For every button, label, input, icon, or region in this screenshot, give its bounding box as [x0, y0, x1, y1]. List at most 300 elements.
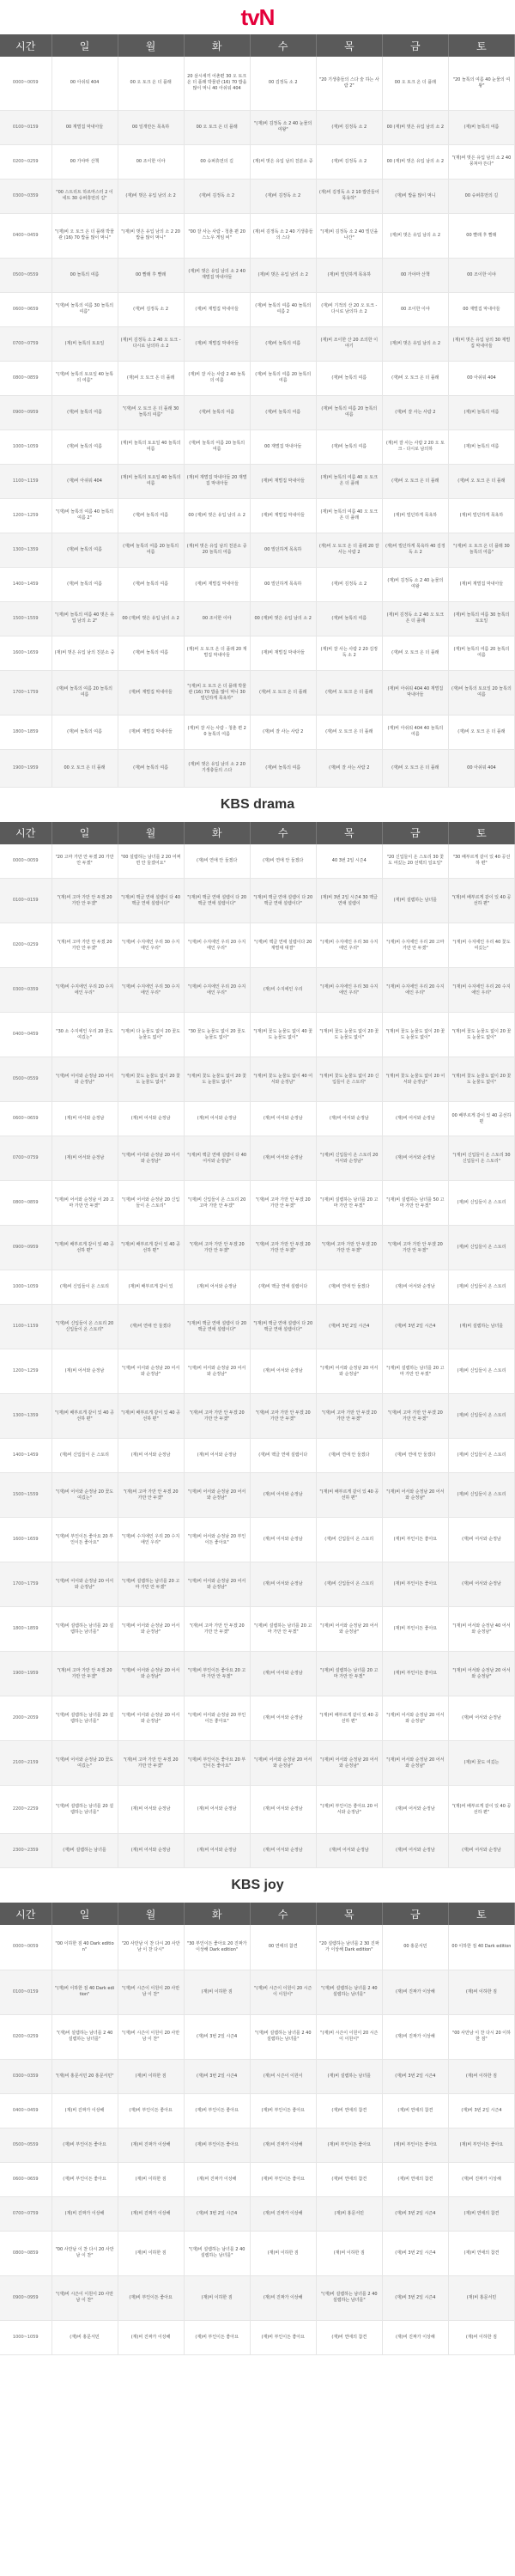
table-row — [0, 2128, 515, 2162]
program-cell: (재)비 오 토크 온 더 플래 — [382, 749, 448, 787]
program-cell: (재)비 잘 사는 사람 2 40 놀톡의 여름 — [184, 361, 250, 395]
program-cell: (재)비 진짜가 이상해 — [382, 2320, 448, 2354]
program-cell: "(재)비 시즌이 이원이 20 사만남 이 찬" — [118, 2014, 184, 2059]
program-cell: (재)비 어서와 순정남 — [250, 1473, 316, 1518]
program-cell: (재)비 놀톡의 여름 — [52, 395, 118, 429]
table-row — [0, 498, 515, 533]
program-cell: (재)비 어서와 순정남 — [316, 1834, 382, 1868]
header-day: 화 — [184, 1903, 250, 1925]
header-day: 월 — [118, 34, 184, 57]
program-cell: "(재)비 설렘하는 남녀를 2 40 설렘하는 남녀를" — [52, 2014, 118, 2059]
program-cell: (재)비 아쉬워 404 — [52, 464, 118, 498]
table-row — [0, 1394, 515, 1439]
program-cell: (재)비 놀톡의 여름 — [184, 395, 250, 429]
program-cell: 00 홍문서민 — [382, 1925, 448, 1970]
program-cell: (재)비 재벌집 막내아들 — [250, 498, 316, 533]
program-cell: (재)비 어서와 순정남 — [316, 1102, 382, 1136]
program-cell: (재)비 이하한 짐 — [118, 2162, 184, 2196]
program-cell: (재)비 부인이든 좋아요 — [184, 2128, 250, 2162]
table-row — [0, 110, 515, 144]
program-cell: 00 오 토크 온 더 플래 — [118, 57, 184, 110]
kbs-joy-logo: KBS joy — [231, 1878, 284, 1892]
table-row — [0, 1970, 515, 2014]
header-day: 수 — [250, 34, 316, 57]
program-cell: (재)비 어서와 순정남 — [382, 1786, 448, 1834]
program-cell: (재)비 3번 2일 시즌4 — [316, 1305, 382, 1349]
program-cell: 00 아쉬워 404 — [448, 749, 514, 787]
program-cell: (재)비 빌던하게 목욕하 — [382, 498, 448, 533]
program-cell: (재)비 재벌집 막내아들 — [184, 292, 250, 326]
program-cell: (재)비 잘 사는 사람 2 — [250, 715, 316, 749]
channel-tvn — [0, 0, 515, 788]
header-day: 화 — [184, 822, 250, 844]
program-cell: "(재)비 벗은 유입 남의 소 2 40 뭉쳐야 뜬다" — [448, 144, 514, 179]
program-cell: "(재)비 어서와 순정남 20 어서와 순정남" — [118, 1696, 184, 1741]
table-header — [0, 1903, 515, 1925]
program-cell: (재)비 벗은 유입 남의 소 2 — [382, 326, 448, 361]
table-row — [0, 1562, 515, 1607]
program-cell: (재)비 부인이든 좋아요 — [52, 2128, 118, 2162]
program-cell: (재)비 신입들이 온 스토리 — [316, 1562, 382, 1607]
time-slot: 1200~1259 — [0, 498, 52, 533]
program-cell: (재)비 어서와 순정남 — [184, 1102, 250, 1136]
program-cell: "(재)비 꽃도 눈물도 없이 40 꽃도 눈물도 없이" — [250, 1013, 316, 1057]
table-row — [0, 1741, 515, 1786]
program-cell: (재)비 어서와 순정남 — [382, 1834, 448, 1868]
program-cell: (재)비 진짜가 이상해 — [250, 2196, 316, 2231]
program-cell: 00 (재)비 벗은 유입 남의 소 2 — [250, 601, 316, 636]
program-cell: (재)비 어서와 순정남 — [52, 1102, 118, 1136]
program-cell: "(재)비 어서와 순정남 20 어서와 순정남" — [118, 1652, 184, 1696]
program-cell: (재)비 부인이든 좋아요 — [382, 1652, 448, 1696]
table-row — [0, 601, 515, 636]
table-row — [0, 213, 515, 258]
program-cell: "30 배부르게 같이 있 40 공선하 편" — [448, 844, 514, 879]
program-cell: "00 설렘하는 남녀를 2 20 어쩌면 안 둘겠어요" — [118, 844, 184, 879]
program-cell: (재)비 놀톡의 여름 — [118, 567, 184, 601]
program-cell: "(재)비 오 토크 온 더 플래 30 놀톡의 여름" — [448, 533, 514, 567]
program-cell: (재)비 벗은 유입 남의 소 2 — [250, 258, 316, 292]
program-cell: "(재)비 부인이든 좋아요 20 부인이든 좋아요" — [184, 1741, 250, 1786]
table-row — [0, 1305, 515, 1349]
table-row — [0, 844, 515, 879]
program-cell: (재)비 부인이든 좋아요 — [382, 2128, 448, 2162]
program-cell: "(재)비 놀톡의 여름 40 놀톡의 여름 2" — [52, 498, 118, 533]
program-cell: (재)비 3번 2일 시즌4 — [382, 1305, 448, 1349]
table-row — [0, 258, 515, 292]
program-cell: "(재)비 수지에인 우리 30 수지에인 우리" — [118, 923, 184, 968]
program-cell: "20 설렘하는 남녀를 2 30 진짜가 이상해 Dark edition" — [316, 1925, 382, 1970]
table-row — [0, 1607, 515, 1652]
channel-logo — [0, 0, 515, 34]
table-body — [0, 57, 515, 787]
time-slot: 1400~1459 — [0, 567, 52, 601]
program-cell: (재)비 신입들이 온 스토리 — [448, 1349, 514, 1394]
header-day: 목 — [316, 1903, 382, 1925]
program-cell: 00 놀톡의 여름 — [52, 258, 118, 292]
program-cell: "(재)비 어서와 순정남 20 어서와 순정남" — [118, 1607, 184, 1652]
program-cell: 00 빨래 후 빨래 — [118, 258, 184, 292]
program-cell: "(재)비 어서와 순정남 20 어서와 순정남" — [316, 1349, 382, 1394]
program-cell: "30 꽃도 눈물도 없이 20 꽃도 눈물도 없이" — [184, 1013, 250, 1057]
table-row — [0, 923, 515, 968]
header-day: 수 — [250, 822, 316, 844]
table-row — [0, 715, 515, 749]
program-cell: (재)비 3번 2일 시즌4 — [184, 2196, 250, 2231]
program-cell: (재)비 연애 안 둘겠다 — [250, 844, 316, 879]
table-row — [0, 749, 515, 787]
program-cell: (재)비 아쉬워 404 40 재벌집 막내아들 — [382, 670, 448, 715]
program-cell: (재)비 어서와 순정남 — [184, 1270, 250, 1305]
program-cell: "(재)비 다 눈물도 없이 20 꽃도 눈물도 없이" — [118, 1013, 184, 1057]
program-cell: "(재)비 어서와 순정남 20 부인이든 좋아요" — [184, 1696, 250, 1741]
time-slot: 0700~0759 — [0, 1136, 52, 1181]
time-slot: 0100~0159 — [0, 110, 52, 144]
table-row — [0, 1786, 515, 1834]
program-cell: (재)비 놀톡의 여름 — [316, 429, 382, 464]
table-row — [0, 179, 515, 213]
program-cell: "(재)비 맥글 연애 설렘이 다 20 맥글 연애 설렘이다" — [184, 1305, 250, 1349]
program-cell: 00 일개만든 목욕하 — [118, 110, 184, 144]
program-cell: "(재)비 설렘하는 남녀를 20 설렘하는 남녀를" — [52, 1696, 118, 1741]
program-cell: (재)비 진짜가 이상해 — [382, 2014, 448, 2059]
time-slot: 0700~0759 — [0, 2196, 52, 2231]
program-cell: 00 슈퍼휴먼의 길 — [448, 179, 514, 213]
program-cell: (재)비 진짜가 이상해 — [118, 2320, 184, 2354]
time-slot: 1700~1759 — [0, 670, 52, 715]
program-cell: (재)비 부인이든 좋아요 — [184, 2093, 250, 2128]
header-time: 시간 — [0, 34, 52, 57]
table-row — [0, 533, 515, 567]
program-cell: "(재)비 설렘하는 남녀를 2 40 설렘하는 남녀를" — [250, 2014, 316, 2059]
program-cell: (재)비 진짜가 이상해 — [382, 1970, 448, 2014]
program-cell: 00 오 토크 온 더 플래 — [184, 110, 250, 144]
program-cell: 00 빌던하게 목욕하 — [250, 533, 316, 567]
time-slot: 1700~1759 — [0, 1562, 52, 1607]
program-cell: (재)비 재벌집 막내아들 — [184, 567, 250, 601]
program-cell: (재)비 홍문서민 — [52, 2320, 118, 2354]
program-cell: (재)비 밥을 많이 먹니 — [382, 179, 448, 213]
program-cell: (재)비 벗은 유입 남의 소 2 — [118, 179, 184, 213]
program-cell: (재)비 이하한 짐 — [316, 2231, 382, 2275]
time-slot: 1300~1359 — [0, 533, 52, 567]
program-cell: "(재)비 부인이든 좋아요 20 어서와 순정남" — [316, 1786, 382, 1834]
program-cell: (재)비 진짜가 이상해 — [448, 2162, 514, 2196]
program-cell: "(재)비 오 토크 온 더 플래 박물관 (16) 70 밥을 많이 먹니 30 빌던하게 목욕하" — [184, 670, 250, 715]
table-row — [0, 1057, 515, 1102]
program-cell: 00 조이한 이야 — [184, 601, 250, 636]
program-cell: (재)비 어서와 순정남 — [448, 1518, 514, 1562]
tvn-logo: tvN — [240, 3, 275, 30]
program-cell: (재)비 어서와 순정남 — [52, 1136, 118, 1181]
time-slot: 1300~1359 — [0, 1394, 52, 1439]
program-cell: "00 스트리트 하르마스터 2 이네트 30 슈퍼휴먼의 길" — [52, 179, 118, 213]
time-slot: 0800~0859 — [0, 2231, 52, 2275]
program-cell: (재)비 진짜가 이상해 — [52, 2196, 118, 2231]
table-row — [0, 968, 515, 1013]
program-cell: "(재)비 시즌이 이원이 20 사만남 이 찬" — [118, 1970, 184, 2014]
program-cell: (재)비 부인이든 좋아요 — [250, 2093, 316, 2128]
program-cell: (재)비 놀톡의 여름 — [448, 395, 514, 429]
program-cell: 00 가야마 산책 — [382, 258, 448, 292]
time-slot: 1000~1059 — [0, 429, 52, 464]
program-cell: "(재)비 어서와 순정남 이 20 고마 가만 안 두겠" — [52, 1181, 118, 1226]
program-cell: "(재)비 수지에인 우리 30 수지에인 우리" — [316, 923, 382, 968]
time-slot: 0500~0559 — [0, 1057, 52, 1102]
program-cell: "(재)비 놀톡의 여름 40 벗은 유입 남의 소 2" — [52, 601, 118, 636]
program-cell: (재)비 연애 안 둘겠다 — [316, 1439, 382, 1473]
program-cell: "(재)비 꽃도 눈물도 없이 20 꽃도 눈물도 없이" — [382, 1013, 448, 1057]
program-cell: 00 이하한 짐 40 Dark edition — [448, 1925, 514, 1970]
program-cell: (재)비 맥글 연애 설렘이다 — [250, 1270, 316, 1305]
program-cell: (재)비 이하한 짐 — [118, 2231, 184, 2275]
program-cell: (재)비 연애의 참견 — [382, 2093, 448, 2128]
program-cell: (재)비 어서와 순정남 — [250, 1136, 316, 1181]
program-cell: (재)비 오 토크 온 더 플래 — [382, 361, 448, 395]
program-cell: (재)비 김정독 소 2 — [316, 110, 382, 144]
program-cell: "(재)비 고마 가만 안 두겠 20 가만 안 두겠" — [52, 923, 118, 968]
program-cell: "(재)비 고마 가만 안 두겠 20 가만 안 두겠" — [250, 1394, 316, 1439]
program-cell: (재)비 이하한 짐 — [448, 2320, 514, 2354]
program-cell: "(재)비 꽃도 눈물도 없이 20 어서와 순정남" — [382, 1057, 448, 1102]
schedule-table — [0, 34, 515, 788]
program-cell: (재)비 오 토크 온 더 플래 20 재벌집 막내아들 — [184, 636, 250, 670]
time-slot: 1900~1959 — [0, 749, 52, 787]
program-cell: (재)비 오 토크 온 더 플래 — [250, 670, 316, 715]
program-cell: (재)비 홍문서민 — [448, 2275, 514, 2320]
program-cell: (재)비 벗은 유입 남의 30 재벌집 막내아들 — [448, 326, 514, 361]
program-cell: (재)비 놀톡의 여름 — [250, 395, 316, 429]
program-cell: (재)비 부인이든 좋아요 — [184, 2320, 250, 2354]
program-cell: (재)비 어서와 순정남 — [448, 1562, 514, 1607]
program-cell: "(재)비 어서와 순정남 20 부인이든 좋아요" — [184, 1518, 250, 1562]
program-cell: "(재)비 어서와 순정남 20 어서와 순정남" — [382, 1473, 448, 1518]
program-cell: (재)비 연애 안 둘겠다 — [382, 1439, 448, 1473]
program-cell: (재)비 재벌집 막내아들 — [118, 715, 184, 749]
program-cell: 00 재벌집 막내아들 — [448, 292, 514, 326]
table-row — [0, 1102, 515, 1136]
program-cell: "(재)비 설렘하는 남녀를 2 40 설렘하는 남녀를" — [184, 2231, 250, 2275]
program-cell: "(재)비 고마 가만 안 두겠 20 가만 안 두겠" — [382, 1394, 448, 1439]
program-cell: "(재)비 수지에인 우리 20 수지에인 우리" — [118, 1518, 184, 1562]
program-cell: (재)비 어서와 순정남 — [250, 1696, 316, 1741]
program-cell: "(재)비 설렘하는 남녀를 20 설렘하는 남녀를" — [52, 1607, 118, 1652]
program-cell: (재)비 어서와 순정남 — [118, 1786, 184, 1834]
program-cell: "(재)비 설렘하는 남녀를 2 40 설렘하는 남녀를" — [316, 2275, 382, 2320]
time-slot: 0100~0159 — [0, 1970, 52, 2014]
program-cell: "(재)비 어서와 순정남 20 신입들이 온 스토리" — [118, 1181, 184, 1226]
table-body — [0, 844, 515, 1868]
program-cell: 00 아쉬워 404 — [448, 361, 514, 395]
time-slot: 1100~1159 — [0, 1305, 52, 1349]
program-cell: 00 김정독 소 2 — [250, 57, 316, 110]
time-slot: 0400~0459 — [0, 213, 52, 258]
program-cell: "(재)비 설렘하는 남녀를 2 40 설렘하는 남녀를" — [316, 1970, 382, 2014]
program-cell: 00 재벌집 막내아들 — [250, 429, 316, 464]
program-cell: "(재)비 어서와 순정남 20 어서와 순정남" — [316, 1607, 382, 1652]
program-cell: (재)비 벗은 유입 남의 친분소 중 — [250, 144, 316, 179]
program-cell: (재)비 잘 사는 사람 2 20 오 토크 - 다시로 남의하 — [382, 429, 448, 464]
program-cell: 00 (재)비 벗은 유입 남의 소 2 — [118, 601, 184, 636]
program-cell: (재)비 이하한 짐 — [118, 2059, 184, 2093]
program-cell: (재)비 놀톡의 여름 — [118, 498, 184, 533]
program-cell: (재)비 벗은 유입 남의 친분소 중 — [52, 636, 118, 670]
program-cell: (재)비 어서와 순정남 — [250, 1518, 316, 1562]
program-cell: (재)비 놀톡의 여름 — [52, 533, 118, 567]
table-row — [0, 2275, 515, 2320]
program-cell: "(재)비 배부르게 같이 있 40 공선하 편" — [52, 1226, 118, 1270]
header-day: 목 — [316, 34, 382, 57]
header-day: 일 — [52, 1903, 118, 1925]
schedule-table — [0, 1903, 515, 2355]
program-cell: "(재)비 배부르게 같이 있 40 공선하 편" — [448, 1786, 514, 1834]
program-cell: (재)비 3번 2일 시즌4 — [382, 2231, 448, 2275]
program-cell: (재)비 연애 안 둘겠다 — [118, 1305, 184, 1349]
program-cell: "00 사만남 이 찬 다시 20 사만남 이 찬" — [52, 2231, 118, 2275]
program-cell: "(재)비 어서와 순정남 20 어서와 순정남" — [184, 1562, 250, 1607]
program-cell: (재)비 놀톡의 여름 — [52, 567, 118, 601]
program-cell: 00 (재)비 벗은 유입 남의 소 2 — [184, 498, 250, 533]
program-cell: "(재)비 고마 가만 안 두겠 20 가만 안 두겠" — [316, 1226, 382, 1270]
program-cell: 00 슈퍼휴먼의 길 — [184, 144, 250, 179]
program-cell: "(재)비 시즌이 이원이 20 사만남 이 찬" — [52, 2275, 118, 2320]
header-day: 월 — [118, 1903, 184, 1925]
program-cell: (재)비 부인이든 좋아요 — [250, 2320, 316, 2354]
program-cell: (재)비 부인이든 좋아요 — [250, 2162, 316, 2196]
program-cell: (재)비 재벌집 막내아들 20 재벌집 막내아들 — [184, 464, 250, 498]
program-cell: (재)비 부인이든 좋아요 — [52, 2162, 118, 2196]
header-day: 일 — [52, 822, 118, 844]
time-slot: 1800~1859 — [0, 715, 52, 749]
table-row — [0, 1696, 515, 1741]
program-cell: (재)비 어서와 순정남 — [118, 1102, 184, 1136]
program-cell: (재)비 부인이든 좋아요 — [118, 2093, 184, 2128]
program-cell: (재)비 김정독 소 2 — [250, 179, 316, 213]
time-slot: 0600~0659 — [0, 292, 52, 326]
time-slot: 0800~0859 — [0, 1181, 52, 1226]
program-cell: "(재)비 신입들이 온 스토리 30 신입들이 온 스토리" — [448, 1136, 514, 1181]
program-cell: (재)비 놀톡의 여름 20 놀톡의 여름 — [118, 533, 184, 567]
program-cell: 20 삼시세끼 어촌편 30 오 토크 온 더 플래 박물관 (16) 70 밥을 많이 먹니 40 아쉬워 404 — [184, 57, 250, 110]
header-day: 금 — [382, 822, 448, 844]
program-cell: "(재)비 어서와 순정남 20 꽃도 여깄는" — [52, 1473, 118, 1518]
channel-kbs-joy — [0, 1868, 515, 2355]
table-row — [0, 144, 515, 179]
table-row — [0, 361, 515, 395]
program-cell: (재)비 벗은 유입 남의 소 2 — [382, 213, 448, 258]
program-cell: "00 사만남 이 찬 다시 20 이하한 짐" — [448, 2014, 514, 2059]
program-cell: (재)비 진짜가 이상해 — [184, 2162, 250, 2196]
program-cell: "(재)비 어서와 순정남 20 어서와 순정남" — [118, 1349, 184, 1394]
program-cell: (재)비 연애 안 둘겠다 — [184, 844, 250, 879]
program-cell: (재)비 연애의 참견 — [316, 2093, 382, 2128]
header-day: 토 — [448, 822, 514, 844]
program-cell: (재)비 설렘하는 남녀를 — [52, 1834, 118, 1868]
program-cell: (재)비 어서와 순정남 — [52, 1349, 118, 1394]
program-cell: "(재)비 어서와 순정남 20 어서와 순정남" — [118, 1136, 184, 1181]
table-header — [0, 34, 515, 57]
program-cell: "00 이하한 짐 40 Dark edition" — [52, 1925, 118, 1970]
program-cell: (재)비 이하한 짐 — [184, 2275, 250, 2320]
header-time: 시간 — [0, 1903, 52, 1925]
program-cell: (재)비 오 토크 온 더 플래 — [118, 361, 184, 395]
program-cell: (재)비 놀톡의 여름 20 놀톡의 여름 — [52, 670, 118, 715]
program-cell: "20 기생충들의 스다 술 하는 사람 2" — [316, 57, 382, 110]
program-cell: 00 오 토크 온 더 플래 — [52, 749, 118, 787]
program-cell: "(재)비 고마 가만 안 두겠 20 가만 안 두겠" — [118, 1741, 184, 1786]
program-cell: (재)비 진짜가 이상해 — [52, 2093, 118, 2128]
program-cell: (재)비 김정독 소 2 — [118, 292, 184, 326]
program-cell: "(재)비 꽃도 눈물도 없이 20 신입들이 온 스토리" — [316, 1057, 382, 1102]
program-cell: "(재)비 오 토크 온 더 플래 30 놀톡의 여름" — [118, 395, 184, 429]
program-cell: "(재)비 고마 가만 안 두겠 20 가만 안 두겠" — [52, 1652, 118, 1696]
program-cell: "(재)비 배부르게 같이 있 40 공선하 편" — [448, 879, 514, 923]
program-cell: (재)비 김정독 소 2 — [184, 179, 250, 213]
program-cell: (재)비 부인이든 좋아요 — [316, 2128, 382, 2162]
program-cell: (재)비 오 토크 온 더 플래 — [316, 715, 382, 749]
program-cell: (재)비 수지에인 우리 — [250, 968, 316, 1013]
program-cell: 00 빨래 후 빨래 — [448, 213, 514, 258]
program-cell: (재)비 김정독 소 2 40 오 토크 - 다시로 남의하 소 2 — [118, 326, 184, 361]
header-time: 시간 — [0, 822, 52, 844]
program-cell: (재)비 어서와 순정남 — [118, 1834, 184, 1868]
program-cell: (재)비 놀톡의 여름 — [316, 601, 382, 636]
program-cell: "(재)비 맥글 연애 설렘이 다 40 어서와 순정남" — [184, 1136, 250, 1181]
program-cell: (재)비 놀톡의 여름 — [316, 361, 382, 395]
program-cell: (재)비 놀톡의 여름 — [448, 429, 514, 464]
program-cell: (재)비 놀톡의 여름 30 놀톡의 토요일 — [448, 601, 514, 636]
program-cell: "00 잘 사는 사람 - 청춘 편 20 스노우 게임 비" — [184, 213, 250, 258]
program-cell: "(재)비 배부르게 같이 있 40 공선하 편" — [316, 1696, 382, 1741]
program-cell: (재)비 어서와 순정남 — [184, 1834, 250, 1868]
program-cell: (재)비 놀톡의 토요일 40 놀톡의 여름 — [118, 429, 184, 464]
table-row — [0, 1270, 515, 1305]
program-cell: (재)비 3번 2일 시즌4 — [184, 2014, 250, 2059]
program-cell: (재)비 어서와 순정남 — [250, 1786, 316, 1834]
program-cell: (재)비 놀톡의 여름 20 놀톡의 여름 — [316, 395, 382, 429]
program-cell: (재)비 진짜가 이상해 — [118, 2196, 184, 2231]
program-cell: (재)비 재벌집 막내아들 — [448, 567, 514, 601]
program-cell: (재)비 재벌집 막내아들 — [250, 464, 316, 498]
program-cell: (재)비 놀톡의 토요일 — [52, 326, 118, 361]
program-cell: "(재)비 설렘하는 남녀를 20 고마 가만 안 두겠" — [316, 1181, 382, 1226]
time-slot: 2100~2159 — [0, 1741, 52, 1786]
program-cell: (재)비 3번 2일 시즌4 — [382, 2275, 448, 2320]
program-cell: (재)비 3번 2일 시즌4 30 맥글 연애 설렘이 — [316, 879, 382, 923]
time-slot: 0600~0659 — [0, 2162, 52, 2196]
program-cell: (재)비 부인이든 좋아요 — [382, 1607, 448, 1652]
program-cell: (재)비 김정독 소 2 40 눈물의 여왕 — [382, 567, 448, 601]
program-cell: (재)비 부인이든 좋아요 — [118, 2275, 184, 2320]
time-slot: 1000~1059 — [0, 2320, 52, 2354]
time-slot: 1400~1459 — [0, 1439, 52, 1473]
time-slot: 0800~0859 — [0, 361, 52, 395]
program-cell: "(재)비 어서와 순정남 20 어서와 순정남" — [316, 1741, 382, 1786]
program-cell: (재)비 놀톡의 여름 — [118, 636, 184, 670]
program-cell: 00 조이한 이야 — [118, 144, 184, 179]
channel-kbs-drama — [0, 788, 515, 1869]
program-cell: 00 빌던하게 목욕하 — [250, 567, 316, 601]
table-row — [0, 429, 515, 464]
time-slot: 0300~0359 — [0, 179, 52, 213]
time-slot: 0600~0659 — [0, 1102, 52, 1136]
program-cell: (재)비 김정독 소 2 — [316, 567, 382, 601]
time-slot: 0500~0559 — [0, 2128, 52, 2162]
program-cell: (재)비 재벌집 막내아들 — [184, 326, 250, 361]
time-slot: 0000~0059 — [0, 844, 52, 879]
time-slot: 2200~2259 — [0, 1786, 52, 1834]
program-cell: (재)비 놀톡의 여름 — [118, 749, 184, 787]
